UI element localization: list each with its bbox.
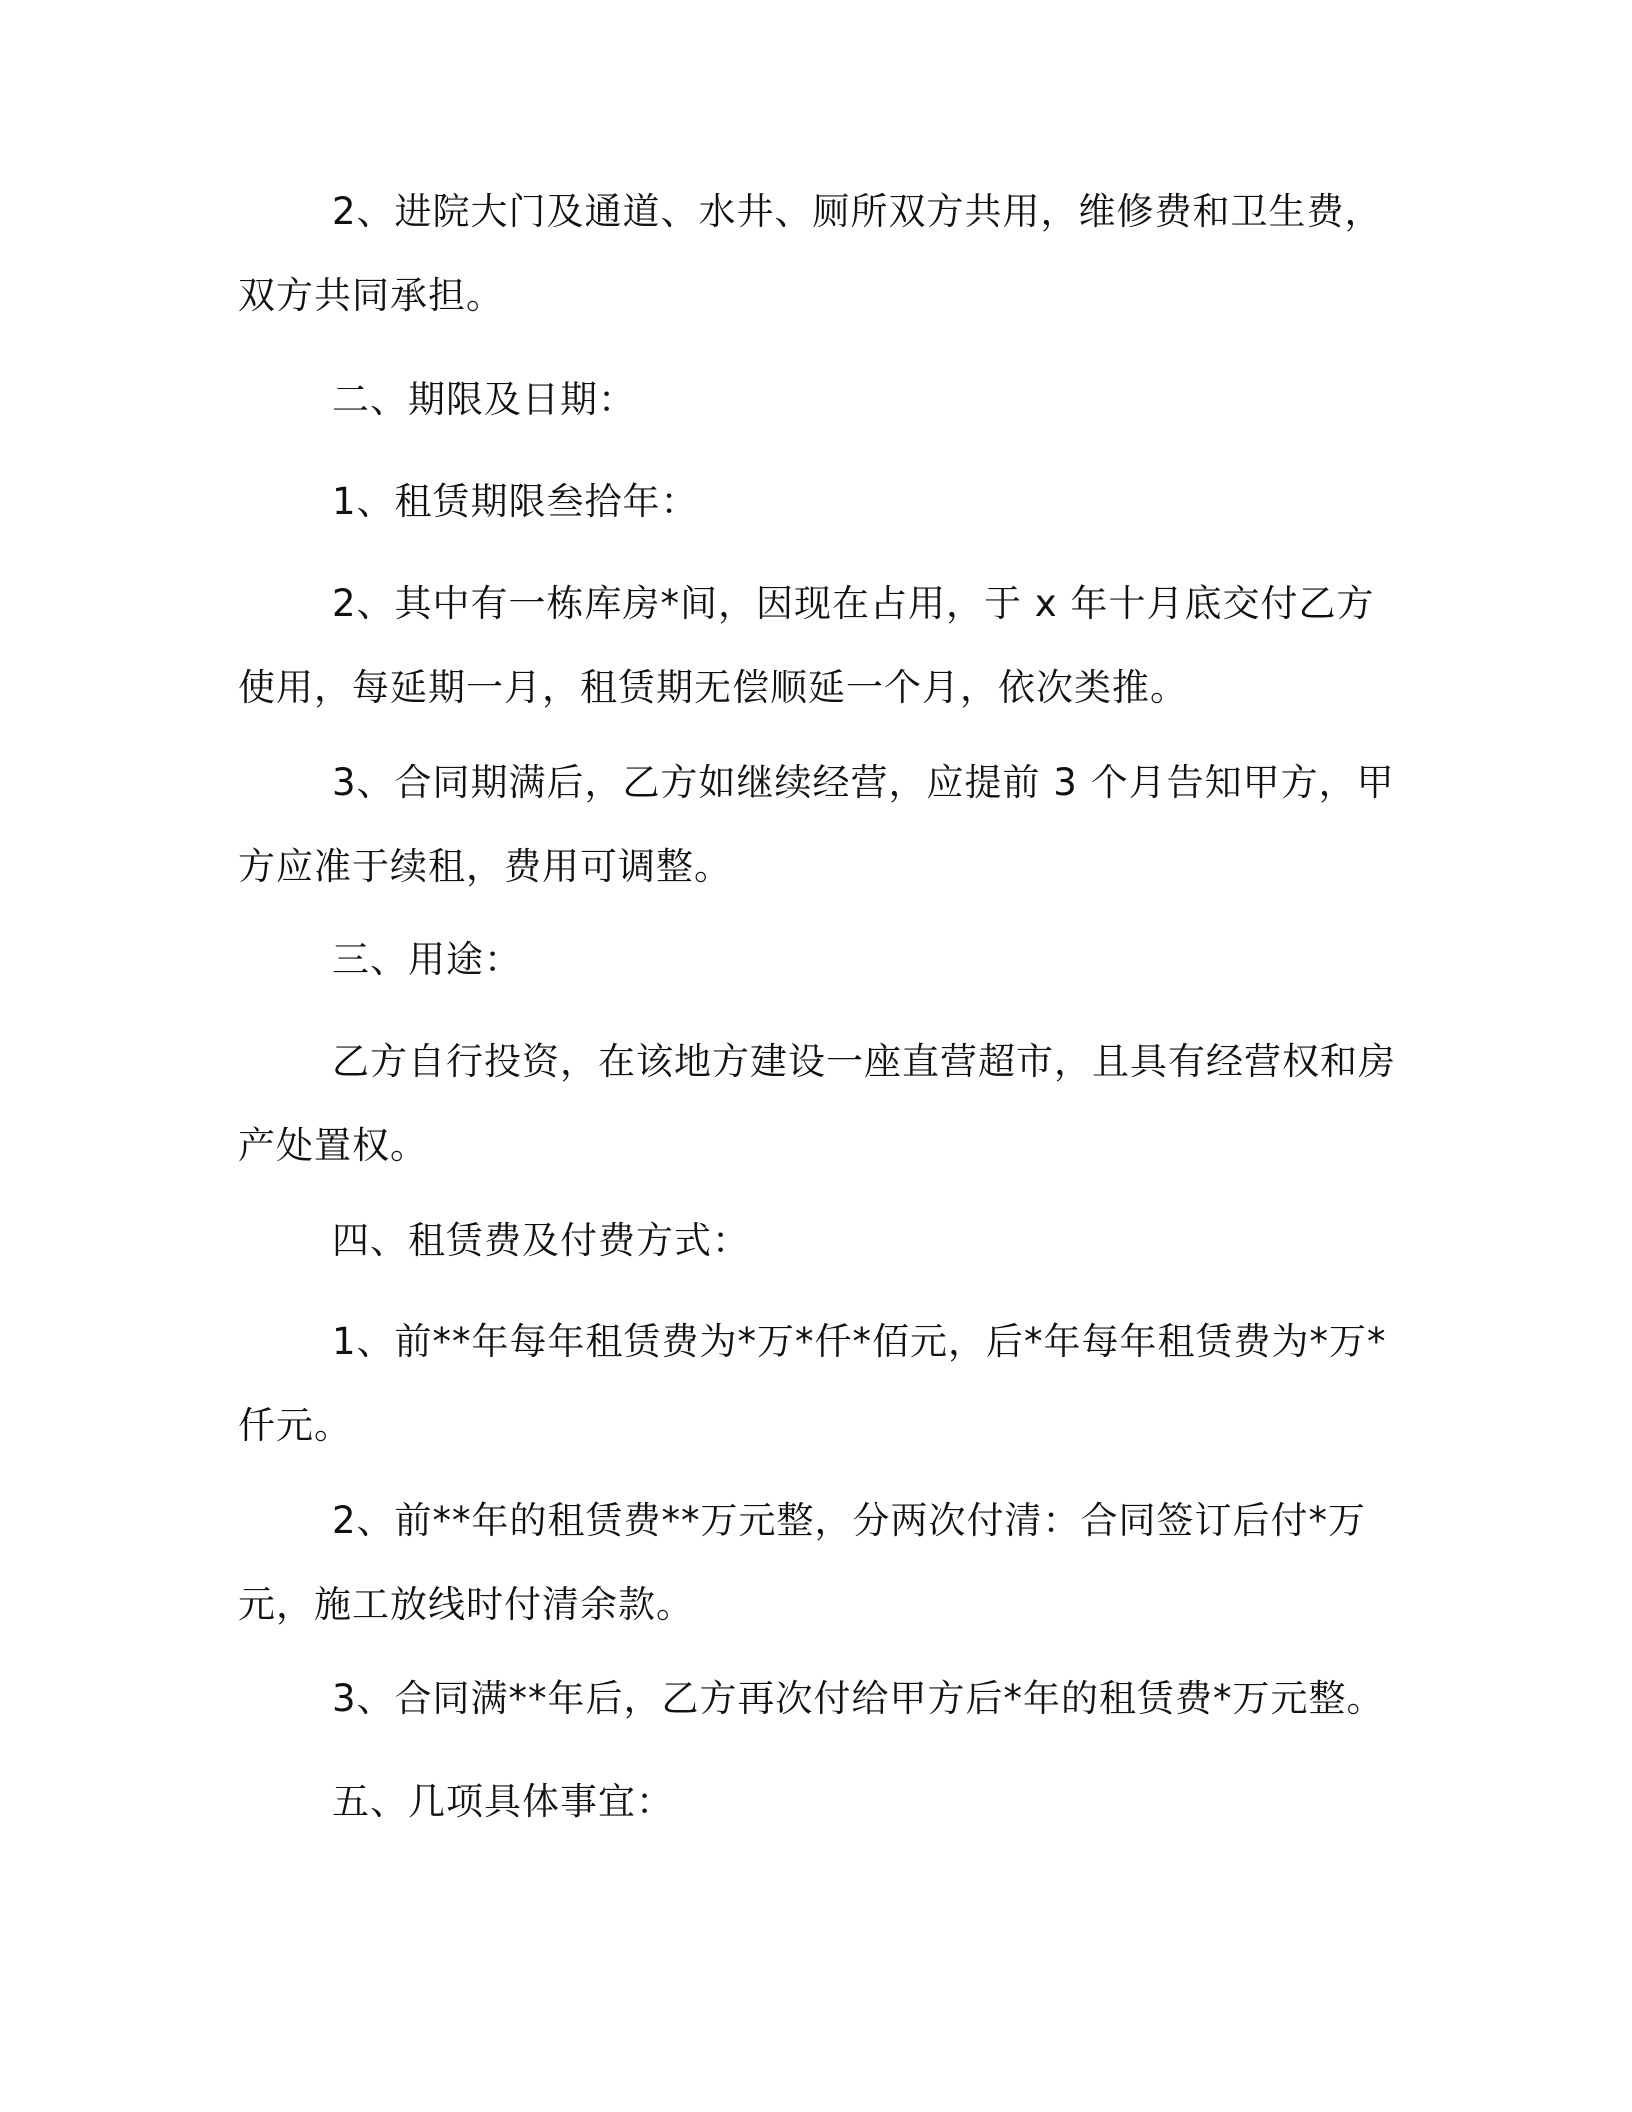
paragraph-usage: 乙方自行投资，在该地方建设一座直营超市，且具有经营权和房产处置权。 [238, 1040, 1396, 1167]
section-heading-fees: 四、租赁费及付费方式： [332, 1219, 750, 1262]
paragraph-renewal: 3、合同期满后，乙方如继续经营，应提前 3 个月告知甲方，甲方应准于续租，费用可调整。 [238, 761, 1395, 888]
paragraph-annual-fee: 1、前**年每年租赁费为*万*仟*佰元，后*年每年租赁费为*万*仟元。 [238, 1320, 1387, 1447]
section-heading-usage: 三、用途： [332, 938, 522, 981]
paragraph-payment-schedule: 2、前**年的租赁费**万元整，分两次付清：合同签订后付*万元，施工放线时付清余款。 [238, 1499, 1367, 1626]
paragraph-lease-term: 1、租赁期限叁拾年： [332, 480, 699, 523]
paragraph-shared-facilities: 2、进院大门及通道、水井、厕所双方共用，维修费和卫生费，双方共同承担。 [238, 190, 1383, 317]
section-heading-specifics: 五、几项具体事宜： [332, 1780, 674, 1823]
paragraph-later-payment: 3、合同满**年后，乙方再次付给甲方后*年的租赁费*万元整。 [332, 1677, 1385, 1720]
section-heading-term: 二、期限及日期： [332, 378, 636, 421]
paragraph-warehouse-delivery: 2、其中有一栋库房*间，因现在占用，于 x 年十月底交付乙方使用，每延期一月，租赁期无偿顺延一个月，依次类推。 [238, 582, 1375, 709]
